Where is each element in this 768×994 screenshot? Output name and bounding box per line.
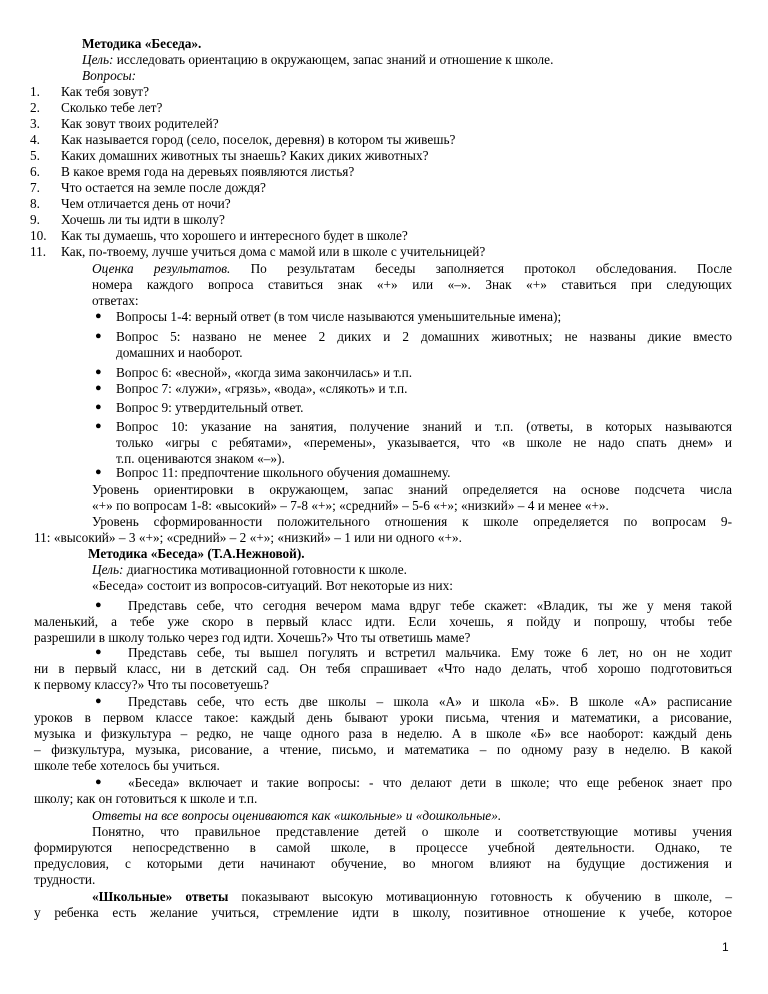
q-text: Хочешь ли ты идти в школу? xyxy=(61,212,225,227)
bullet-icon: ● xyxy=(95,401,102,413)
bullet-icon: ● xyxy=(95,776,102,788)
bullet-icon: ● xyxy=(95,310,102,322)
bullet-icon: ● xyxy=(95,366,102,378)
q-num: 7. xyxy=(30,180,40,195)
criteria-item: Вопрос 11: предпочтение школьного обучения домашнему. xyxy=(116,465,451,480)
paragraph-span: показывают высокую мотивационную готовность к обучению в школе, – xyxy=(228,889,732,904)
questions-label: Вопросы: xyxy=(82,68,137,83)
goal-label: Цель: xyxy=(82,52,114,67)
q-num: 8. xyxy=(30,196,40,211)
q-text: Как зовут твоих родителей? xyxy=(61,116,219,131)
criteria-item: Вопрос 9: утвердительный ответ. xyxy=(116,400,304,415)
q-num: 4. xyxy=(30,132,40,147)
q-text: Как ты думаешь, что хорошего и интересного будет в школе? xyxy=(61,228,408,243)
q-num: 2. xyxy=(30,100,40,115)
situation-text: – физкультура, музыка, рисование, а чтение, письмо, и математика – по одному разу в неделю. В какой xyxy=(34,742,732,757)
goal-text: исследовать ориентацию в окружающем, запас знаний и отношение к школе. xyxy=(113,52,554,67)
bullet-icon: ● xyxy=(95,646,102,658)
q-text: Каких домашних животных ты знаешь? Каких диких животных? xyxy=(61,148,429,163)
criteria-item: Вопрос 7: «лужи», «грязь», «вода», «слякоть» и т.п. xyxy=(116,381,408,396)
paragraph-text: трудности. xyxy=(34,872,96,887)
bullet-icon: ● xyxy=(95,382,102,394)
method2-title: Методика «Беседа» (Т.А.Нежновой). xyxy=(88,546,305,561)
method2-intro: «Беседа» состоит из вопросов-ситуаций. Вот некоторые из них: xyxy=(92,578,453,593)
situation-text: к первому классу?» Что ты посоветуешь? xyxy=(34,677,269,692)
bullet-icon: ● xyxy=(95,466,102,478)
eval-label: Оценка результатов. xyxy=(92,261,231,276)
paragraph-text: у ребенка есть желание учиться, стремление идти в школу, позитивное отношение к учебе, которое xyxy=(34,905,732,920)
q-text: Сколько тебе лет? xyxy=(61,100,163,115)
answers-note: Ответы на все вопросы оцениваются как «школьные» и «дошкольные». xyxy=(92,808,502,823)
bullet-icon: ● xyxy=(95,599,102,611)
q-num: 9. xyxy=(30,212,40,227)
situation-text: музыка и физкультура – редко, не чаще одного раза в неделю. А в школе «Б» все наоборот: каждый день xyxy=(34,726,732,741)
paragraph-text xyxy=(92,889,732,905)
q-num: 11. xyxy=(30,244,47,259)
eval-line xyxy=(92,261,732,277)
q-num: 6. xyxy=(30,164,40,179)
criteria-item: Вопрос 10: указание на занятия, получение знаний и т.п. (ответы, в которых называются xyxy=(116,419,732,434)
situation-text: уроков в первом классе такое: каждый день бывают уроки письма, чтения и математики, а рисование, xyxy=(34,710,732,725)
q-text: Как тебя зовут? xyxy=(61,84,149,99)
level-text: «+» по вопросам 1-8: «высокий» – 7-8 «+»; «средний» – 5-6 «+»; «низкий» – 4 и менее «+». xyxy=(92,498,609,513)
paragraph-text: Понятно, что правильное представление детей о школе и соответствующие мотивы учения xyxy=(92,824,732,839)
bullet-icon: ● xyxy=(95,695,102,707)
q-text: В какое время года на деревьях появляются листья? xyxy=(61,164,355,179)
situation-text: школе тебе хотелось бы учиться. xyxy=(34,758,220,773)
situation-text: школу; как он готовиться к школе и т.п. xyxy=(34,791,258,806)
q-num: 10. xyxy=(30,228,47,243)
criteria-item: Вопрос 6: «весной», «когда зима закончилась» и т.п. xyxy=(116,365,413,380)
method1-title: Методика «Беседа». xyxy=(82,36,202,51)
method1-goal xyxy=(82,52,553,68)
situation-text: Представь себе, что сегодня вечером мама вдруг тебе скажет: «Владик, ты же у меня такой xyxy=(128,598,732,613)
situation-text: разрешили в школу только через год идти. Хочешь?» Что ты ответишь маме? xyxy=(34,630,471,645)
q-num: 5. xyxy=(30,148,40,163)
criteria-item-cont: домашних и наоборот. xyxy=(116,345,243,360)
q-text: Как, по-твоему, лучше учиться дома с мамой или в школе с учительницей? xyxy=(61,244,486,259)
page-number: 1 xyxy=(722,940,729,954)
q-text: Что остается на земле после дождя? xyxy=(61,180,266,195)
eval-line: ответах: xyxy=(92,293,139,308)
school-answers-label: «Школьные» ответы xyxy=(92,889,229,904)
q-text: Как называется город (село, поселок, деревня) в котором ты живешь? xyxy=(61,132,456,147)
eval-line: номера каждого вопроса ставиться знак «+» или «–». Знак «+» ставиться при следующих xyxy=(92,277,732,292)
situation-text: Представь себе, что есть две школы – школа «А» и школа «Б». В школе «А» расписание xyxy=(128,694,732,709)
eval-text: По результатам беседы заполняется протокол обследования. После xyxy=(230,261,732,276)
method2-goal xyxy=(92,562,407,578)
paragraph-text: предусловия, с которыми дети начинают обучение, во многом влияют на будущие достижения и xyxy=(34,856,732,871)
criteria-item-cont: только «игры с ребятами», «перемены», указывается, что «в школе не надо спать днем» и xyxy=(116,435,732,450)
criteria-item-cont: т.п. оцениваются знаком «–»). xyxy=(116,451,285,466)
criteria-item: Вопросы 1-4: верный ответ (в том числе называются уменьшительные имена); xyxy=(116,309,562,324)
situation-text: «Беседа» включает и такие вопросы: - что делают дети в школе; что еще ребенок знает про xyxy=(128,775,732,790)
level-text: Уровень сформированности положительного отношения к школе определяется по вопросам 9- xyxy=(92,514,732,529)
q-num: 3. xyxy=(30,116,40,131)
level-text: 11: «высокий» – 3 «+»; «средний» – 2 «+»; «низкий» – 1 или ни одного «+». xyxy=(34,530,462,545)
level-text: Уровень ориентировки в окружающем, запас знаний определяется на основе подсчета числа xyxy=(92,482,732,497)
q-num: 1. xyxy=(30,84,40,99)
situation-text: ни в первый класс, ни в детский сад. Он тебя спрашивает «Что надо делать, чтоб хорошо подготовиться xyxy=(34,661,732,676)
q-text: Чем отличается день от ночи? xyxy=(61,196,231,211)
goal-text: диагностика мотивационной готовности к школе. xyxy=(123,562,407,577)
situation-text: маленький, а тебе уже скоро в первый класс идти. Если хочешь, я пойду и попрошу, чтобы тебе xyxy=(34,614,732,629)
bullet-icon: ● xyxy=(95,420,102,432)
goal-label: Цель: xyxy=(92,562,124,577)
situation-text: Представь себе, ты вышел погулять и встретил мальчика. Ему тоже 6 лет, но он не ходит xyxy=(128,645,732,660)
paragraph-text: формируются непосредственно в самой школе, в процессе учебной деятельности. Однако, те xyxy=(34,840,732,855)
bullet-icon: ● xyxy=(95,330,102,342)
criteria-item: Вопрос 5: названо не менее 2 диких и 2 домашних животных; не названы дикие вместо xyxy=(116,329,732,344)
